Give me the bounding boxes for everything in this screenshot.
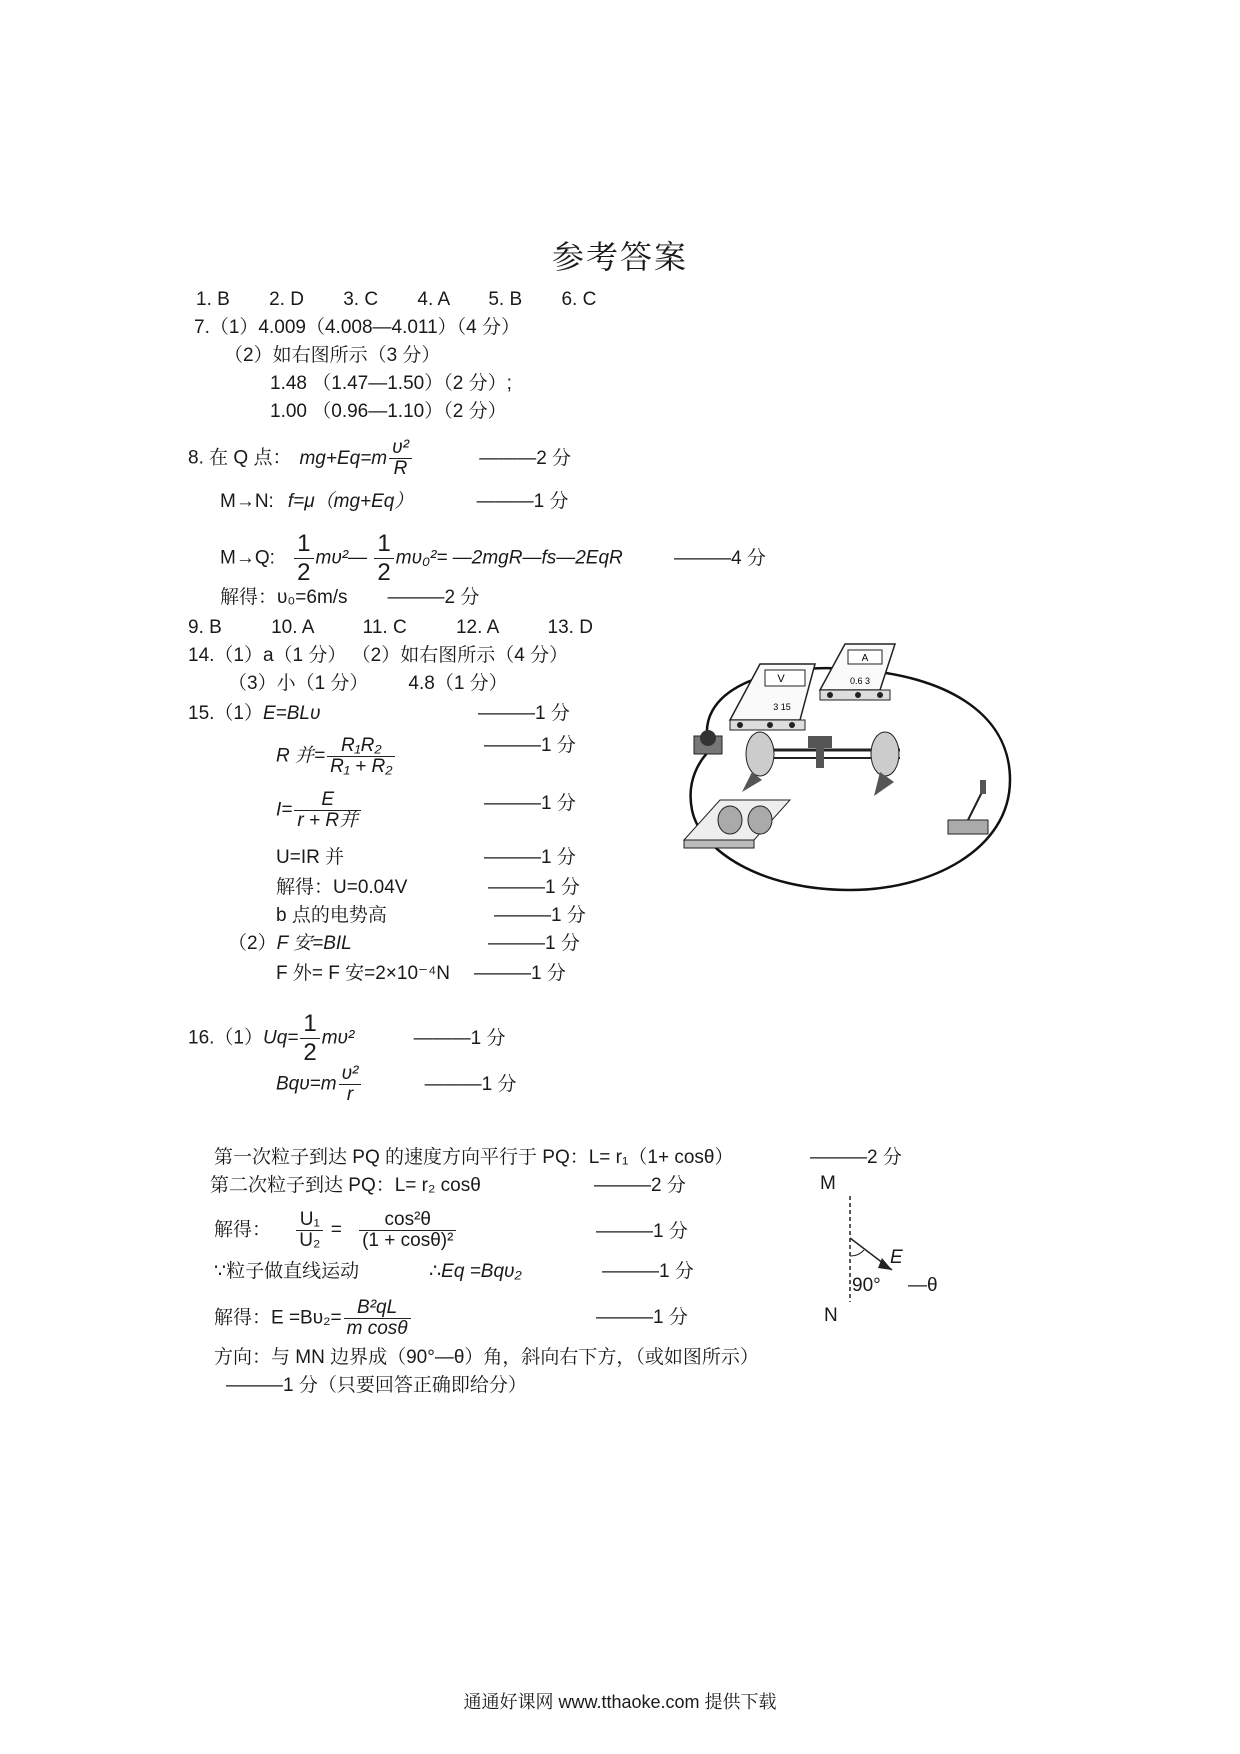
- q16-line2: Bqυ=m $\frac{\text{υ²}}{r}$ ———1 分: [276, 1063, 517, 1105]
- answer-item: 10. A: [271, 617, 314, 638]
- battery-pack: [684, 800, 790, 848]
- answer-item: 3. C: [343, 289, 379, 310]
- answer-item: 11. C: [362, 617, 407, 638]
- q16-score-c1: ———2 分: [810, 1147, 902, 1168]
- q15-current: I= $\frac{E}{\text{r + R并}}$: [276, 790, 363, 831]
- voltmeter: [730, 664, 815, 730]
- circuit-diagram: [680, 640, 1020, 900]
- q15-score5: ———1 分: [488, 877, 580, 898]
- q15-force: F 外= F 安=2×10⁻⁴N: [276, 963, 450, 984]
- q8-line1: 8. 在 Q 点： mg+Eq=m $\frac{\text{υ²}}{R}$ ———2 分: [188, 437, 572, 479]
- angle-arc: [850, 1250, 864, 1256]
- label-e: E: [890, 1247, 903, 1268]
- q15-score8: ———1 分: [474, 963, 566, 984]
- q15-part2: （2）F 安=BIL: [228, 933, 352, 954]
- q15-r-parallel: R 并= $\frac{\text{R₁R₂}}{\text{R₁ + R₂}}$: [276, 736, 397, 777]
- answers-1-6: [196, 288, 596, 312]
- q15-potential: b 点的电势高: [276, 905, 387, 926]
- q15-solution: 解得：U=0.04V: [276, 877, 408, 898]
- q15-score1: ———1 分: [478, 703, 570, 724]
- q16-ratio: 解得： $\frac{\text{U₁}}{\text{U₂}}$ = $\frac{\text{cos²θ}}{\text{(1 + cosθ)²}}$: [214, 1210, 458, 1251]
- q16-score-c3: ———1 分: [596, 1221, 688, 1242]
- rheostat: [742, 732, 900, 796]
- ammeter-label: A: [861, 653, 869, 664]
- q15-voltage: U=IR 并: [276, 847, 345, 868]
- q16-score-c5: ———1 分: [596, 1307, 688, 1328]
- answer-item: 1. B: [196, 289, 230, 310]
- answer-item: 2. D: [269, 289, 304, 310]
- q16-direction: 方向：与 MN 边界成（90°—θ）角，斜向右下方，（或如图所示）: [214, 1347, 759, 1368]
- q15-score4: ———1 分: [484, 847, 576, 868]
- q14-line2: （3）小（1 分） 4.8（1 分）: [228, 673, 508, 694]
- q7-line3: 1.48 （1.47—1.50）（2 分）;: [270, 373, 512, 394]
- answer-item: 4. A: [417, 289, 450, 310]
- q16-first-arrival: 第一次粒子到达 PQ 的速度方向平行于 PQ：L= r₁（1+ cosθ）: [214, 1147, 734, 1168]
- q16-field: 解得：E =Bυ₂= $\frac{\text{B²qL}}{\text{m cosθ}}$: [214, 1298, 413, 1339]
- switch: [948, 780, 988, 834]
- q16-second-arrival: 第二次粒子到达 PQ：L= r₂ cosθ: [210, 1175, 481, 1196]
- terminal-knob: [700, 730, 716, 746]
- q16-score-c6: ———1 分（只要回答正确即给分）: [226, 1375, 527, 1396]
- q7-line1: 7.（1）4.009（4.008—4.011）（4 分）: [194, 317, 520, 338]
- q15-line1: 15.（1）E=BLυ: [188, 703, 321, 724]
- q16-score-c2: ———2 分: [594, 1175, 686, 1196]
- q14-line1: 14.（1）a（1 分） （2）如右图所示（4 分）: [188, 645, 569, 666]
- answers-9-13: [188, 616, 593, 640]
- q16-line1: 16.（1）Uq= $\frac{1}{2}$ mυ² ———1 分: [188, 1010, 506, 1066]
- q7-line2: （2）如右图所示（3 分）: [224, 345, 441, 366]
- label-m: M: [820, 1173, 836, 1194]
- wire-loop: [691, 668, 1010, 890]
- q8-line3: M→Q: $\frac{1}{2}$ mυ²— $\frac{1}{2}$ mυ₀²= —2mgR—fs—2EqR ———4 分: [220, 530, 766, 586]
- answer-item: 6. C: [561, 289, 597, 310]
- q15-score2: ———1 分: [484, 735, 576, 756]
- q8-line2: M→N: f=μ（mg+Eq） ———1 分: [220, 491, 569, 512]
- answer-item: 13. D: [547, 617, 593, 638]
- ammeter: [820, 644, 895, 700]
- q16-score-c4: ———1 分: [602, 1261, 694, 1282]
- footer: 通通好课网 www.tthaoke.com 提供下载: [463, 1692, 777, 1712]
- label-theta: —θ: [908, 1275, 938, 1296]
- q15-score3: ———1 分: [484, 793, 576, 814]
- ammeter-scale: 0.6 3: [849, 676, 871, 686]
- circuit-svg: [680, 640, 1020, 900]
- answer-item: 5. B: [488, 289, 523, 310]
- answer-item: 9. B: [188, 617, 222, 638]
- page-title: 参考答案: [551, 238, 688, 276]
- q15-score6: ———1 分: [494, 905, 586, 926]
- mn-diagram: [820, 1170, 940, 1330]
- q16-straight-motion: ∵粒子做直线运动 ∴Eq =Bqυ₂: [214, 1261, 522, 1282]
- q7-line4: 1.00 （0.96—1.10）（2 分）: [270, 401, 507, 422]
- q15-score7: ———1 分: [488, 933, 580, 954]
- q8-line4: 解得：υ₀=6m/s ———2 分: [220, 587, 480, 608]
- mn-diagram-svg: [820, 1170, 940, 1330]
- label-n: N: [824, 1305, 838, 1326]
- answer-item: 12. A: [455, 617, 499, 638]
- voltmeter-scale: 3 15: [773, 702, 791, 712]
- voltmeter-label: V: [777, 673, 785, 685]
- label-angle: 90°: [852, 1275, 881, 1296]
